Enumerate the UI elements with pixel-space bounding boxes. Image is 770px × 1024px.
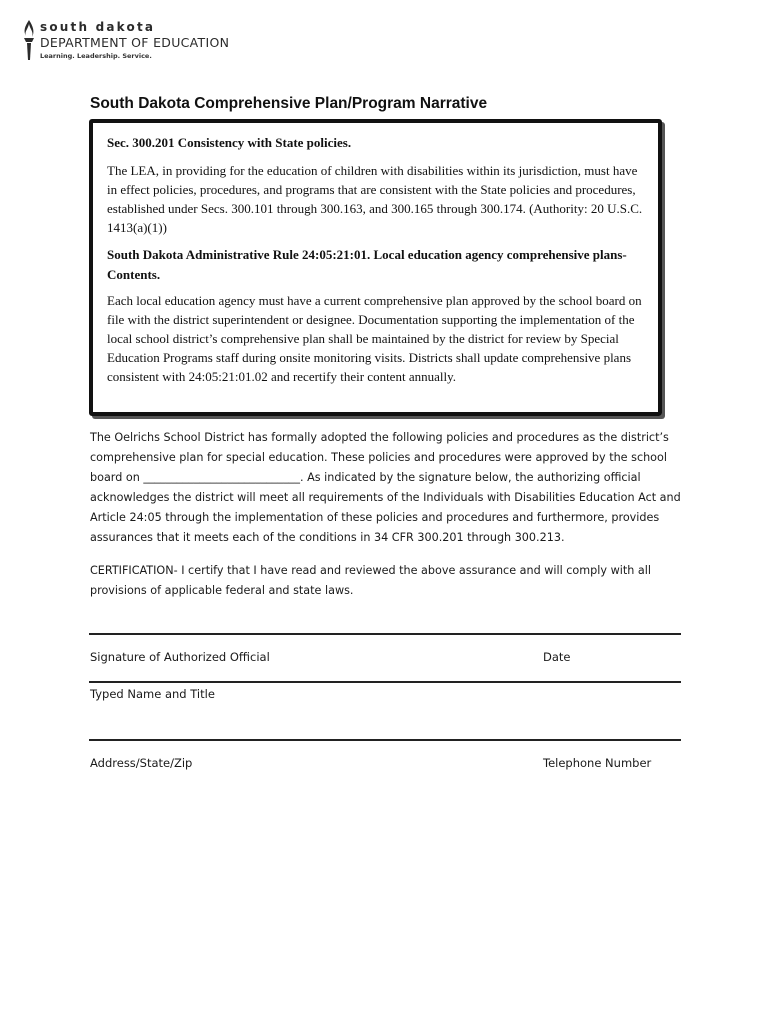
document-title: South Dakota Comprehensive Plan/Program Narrative: [90, 95, 488, 112]
logo-department-name: DEPARTMENT OF EDUCATION: [40, 35, 230, 50]
sd-doe-logo: [20, 18, 230, 64]
adoption-paragraph: The Oelrichs School District has formally adopted the following policies and procedures as the district’s comprehensive plan for special education. These policies and procedures were approved by the school board on ____________________________. As indicated by the signature below, the authorizing official acknowledges the district will meet all requirements of the Individuals with Disabilities Education Act and Article 24:05 through the implementation of these policies and procedures and furthermore, provides assurances that it meets each of the conditions in 34 CFR 300.201 through 300.213.: [90, 431, 681, 544]
regulation-box: [89, 119, 662, 416]
section-300-201-body: The LEA, in providing for the education of children with disabilities within its jurisdiction, must have in effect policies, procedures, and programs that are consistent with the State policies and procedures, established under Secs. 300.101 through 300.163, and 300.165 through 300.174. (Authority: 20 U.S.C. 1413(a)(1)): [107, 163, 643, 235]
address-label: Address/State/Zip: [90, 756, 193, 770]
typed-name-label: Typed Name and Title: [90, 687, 215, 701]
address-line: [89, 739, 681, 741]
telephone-label: Telephone Number: [543, 756, 652, 770]
signature-label: Signature of Authorized Official: [90, 650, 270, 664]
certification-paragraph: CERTIFICATION- I certify that I have read and reviewed the above assurance and will comply with all provisions of applicable federal and state laws.: [90, 564, 651, 597]
date-label: Date: [543, 650, 571, 664]
logo-state-name: south dakota: [40, 20, 156, 34]
torch-logo-icon: [20, 18, 38, 62]
logo-tagline: Learning. Leadership. Service.: [40, 52, 152, 60]
typed-name-line: [89, 681, 681, 683]
admin-rule-body: Each local education agency must have a current comprehensive plan approved by the school board on file with the district superintendent or designee. Documentation supporting the implementation of the local school district’s comprehensive plan shall be maintained by the district for review by Special Education Programs staff during onsite monitoring visits. Districts shall update comprehensive plans consistent with 24:05:21:01.02 and recertify their content annually.: [107, 293, 642, 384]
signature-line: [89, 633, 681, 635]
section-300-201-heading: Sec. 300.201 Consistency with State policies.: [107, 135, 352, 150]
admin-rule-heading: South Dakota Administrative Rule 24:05:21:01. Local education agency comprehensive plans- Contents.: [107, 247, 627, 282]
